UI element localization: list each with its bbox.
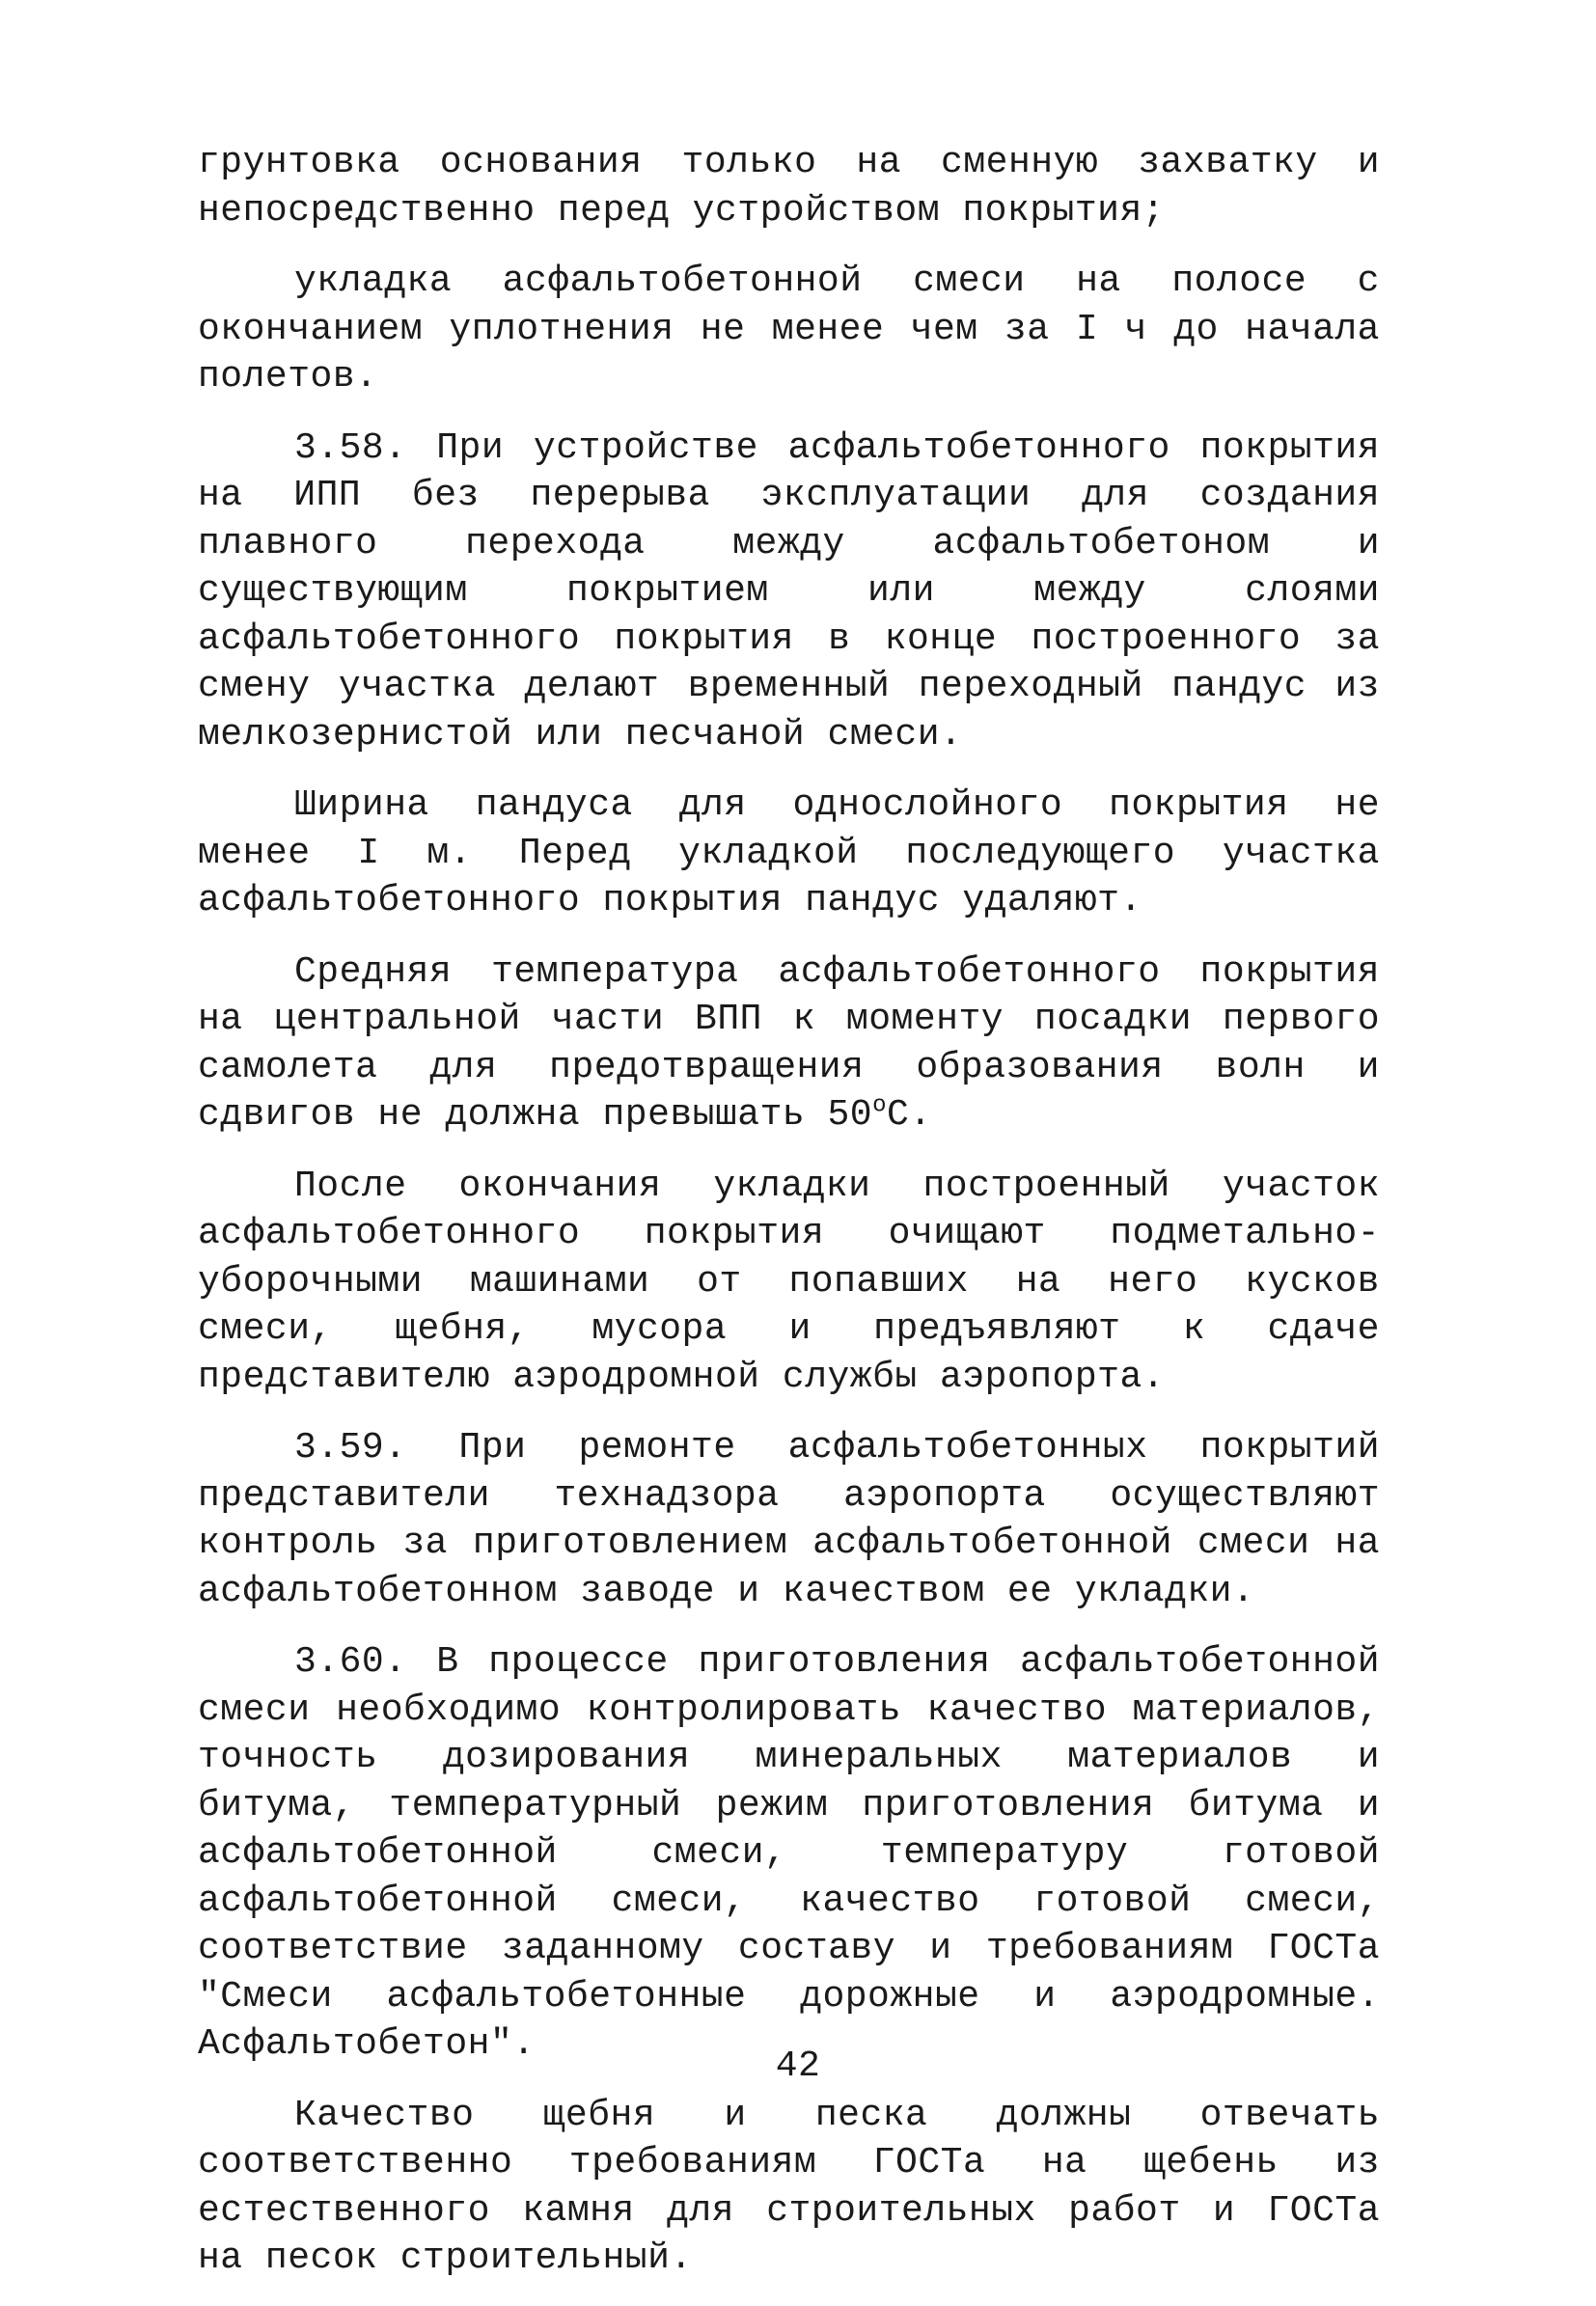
body-text <box>198 139 1380 2306</box>
paragraph-cleaning: После окончания укладки построенный участок асфальтобетонного покрытия очищают подметально-уборочными машинами от попавших на него кусков смеси, щебня, мусора и предъявляют к сдаче представителю аэродромной службы аэропорта. <box>198 1165 1380 1398</box>
paragraph-ramp-width: Ширина пандуса для однослойного покрытия не менее I м. Перед укладкой последующего участка асфальтобетонного покрытия пандус удаляют. <box>198 784 1380 921</box>
paragraph-3-59: 3.59. При ремонте асфальтобетонных покрытий представители технадзора аэропорта осуществляют контроль за приготовлением асфальтобетонной смеси на асфальтобетонном заводе и качеством ее укладки. <box>198 1427 1380 1612</box>
paragraph-aggregate-quality: Качество щебня и песка должны отвечать соответственно требованиям ГОСТа на щебень из естественного камня для строительных работ и ГОСТа на песок строительный. <box>198 2094 1380 2279</box>
degree-superscript: о <box>872 1092 888 1119</box>
paragraph-ground-primer: грунтовка основания только на сменную захватку и непосредственно перед устройством покрытия; <box>198 142 1380 232</box>
paragraph-mix-laying: укладка асфальтобетонной смеси на полосе с окончанием уплотнения не менее чем за I ч до начала полетов. <box>198 261 1380 398</box>
temperature-text: Средняя температура асфальтобетонного покрытия на центральной части ВПП к моменту посадки первого самолета для предотвращения образования волн и сдвигов не должна превышать 50 <box>198 950 1380 1136</box>
temperature-unit: С. <box>887 1094 932 1136</box>
paragraph-3-58: 3.58. При устройстве асфальтобетонного покрытия на ИПП без перерыва эксплуатации для создания плавного перехода между асфальтобетоном и существующим покрытием или между слоями асфальтобетонного покрытия в конце построенного за смену участка делают временный переходный пандус из мелкозернистой или песчаной смеси. <box>198 426 1380 755</box>
paragraph-average-temperature <box>198 948 1380 1139</box>
paragraph-3-60: 3.60. В процессе приготовления асфальтобетонной смеси необходимо контролировать качество материалов, точность дозирования минеральных материалов и битума, температурный режим приготовления битума и асфальтобетонной смеси, температуру готовой асфальтобетонной смеси, качество готовой смеси, соответствие заданному составу и требованиям ГОСТа "Смеси асфальтобетонные дорожные и аэродромные. Асфальтобетон". <box>198 1641 1380 2065</box>
page-number: 42 <box>775 2045 821 2087</box>
